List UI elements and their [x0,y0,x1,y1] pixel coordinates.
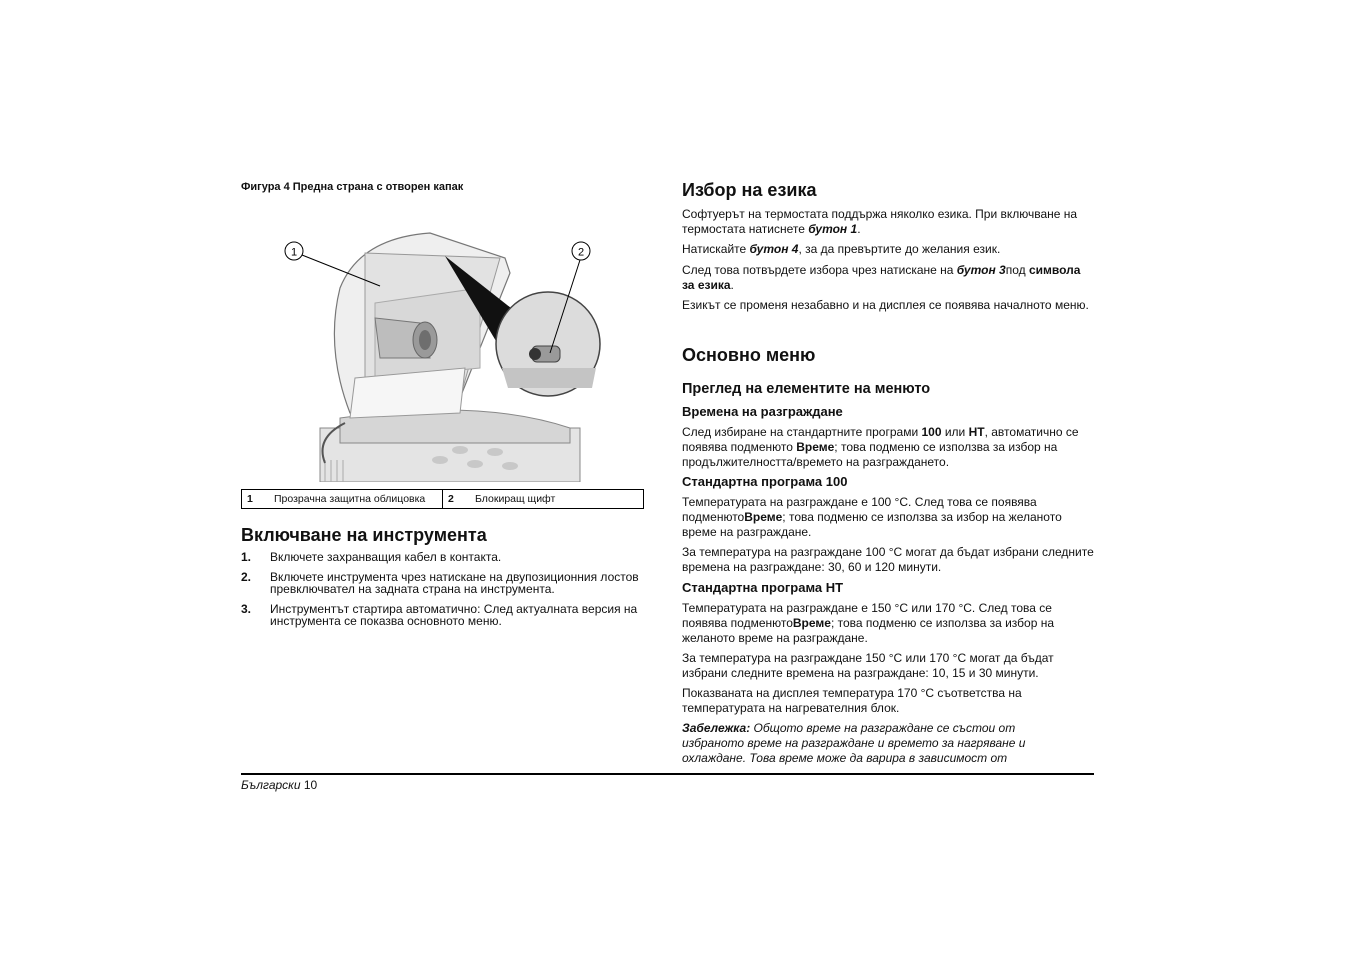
standard-100-heading: Стандартна програма 100 [682,474,848,489]
standard-100-paragraph-1: Температурата на разграждане е 100 °C. След това се появява подменютоВреме; това подменю се използва за избор на желаното време на разграждане. [682,495,1062,539]
language-paragraph-4: Езикът се променя незабавно и на дисплея се появява началното меню. [682,298,1089,312]
legend-num-1: 1 [247,493,253,505]
legend-label-2: Блокиращ щифт [475,493,556,505]
instrument-figure [280,228,606,482]
language-paragraph-1: Софтуерът на термостата поддържа няколко езика. При включване на термостата натиснете бутон 1. [682,207,1078,236]
legend-label-1: Прозрачна защитна облицовка [268,490,443,508]
menu-overview-heading: Преглед на елементите на менюто [682,381,931,397]
list-item: 2. Включете инструмента чрез натискане на двупозиционния лостов превключвател на задната страна на инструмента. [241,570,639,596]
page-footer [241,778,317,792]
language-paragraph-3: След това потвърдете избора чрез натискане на бутон 3под символа за езика. [682,263,1081,292]
callout-2-label: 2 [577,246,585,259]
footer-page-number: 10 [300,778,318,792]
figure-legend-table [241,489,644,509]
power-on-steps [241,551,651,635]
standard-100-paragraph-2: За температура на разграждане 100 °C могат да бъдат избрани следните времена на разграждане: 30, 60 и 120 минути. [682,545,1094,574]
footer-rule [241,773,1094,775]
standard-ht-paragraph-2: За температура на разграждане 150 °C или 170 °C могат да бъдат избрани следните времена на разграждане: 10, 15 и 30 минути. [682,651,1054,680]
power-on-heading: Включване на инструмента [241,525,487,545]
standard-ht-heading: Стандартна програма HT [682,580,844,595]
digestion-times-heading: Времена на разграждане [682,404,843,419]
list-item: 1. Включете захранващия кабел в контакта. [241,550,502,564]
legend-num-2: 2 [448,493,454,505]
figure-caption: Фигура 4 Предна страна с отворен капак [241,181,464,193]
callout-1-label: 1 [290,246,298,259]
standard-ht-paragraph-1: Температурата на разграждане е 150 °C или 170 °C. След това се появява подменютоВреме; това подменю се използва за избор на желаното време на разграждане. [682,601,1055,645]
footer-language: Български [241,778,301,792]
list-item: 3. Инструментът стартира автоматично: След актуалната версия на инструмента се показва основното меню. [241,602,638,628]
note-paragraph: Забележка: Общото време на разграждане се състои от избраното време на разграждане и времето за нагряване и охлаждане. Това време може да варира в зависимост от [682,721,1026,765]
language-heading: Избор на езика [682,180,817,200]
language-paragraph-2: Натискайте бутон 4, за да превъртите до желания език. [682,242,1001,256]
standard-ht-paragraph-3: Показваната на дисплея температура 170 °C съответства на температурата на нагревателния блок. [682,686,1022,715]
digestion-times-paragraph: След избиране на стандартните програми 100 или HT, автоматично се появява подменюто Време; това подменю се използва за избор на продължителността/времето на разграждането. [682,425,1079,469]
main-menu-heading: Основно меню [682,345,816,365]
